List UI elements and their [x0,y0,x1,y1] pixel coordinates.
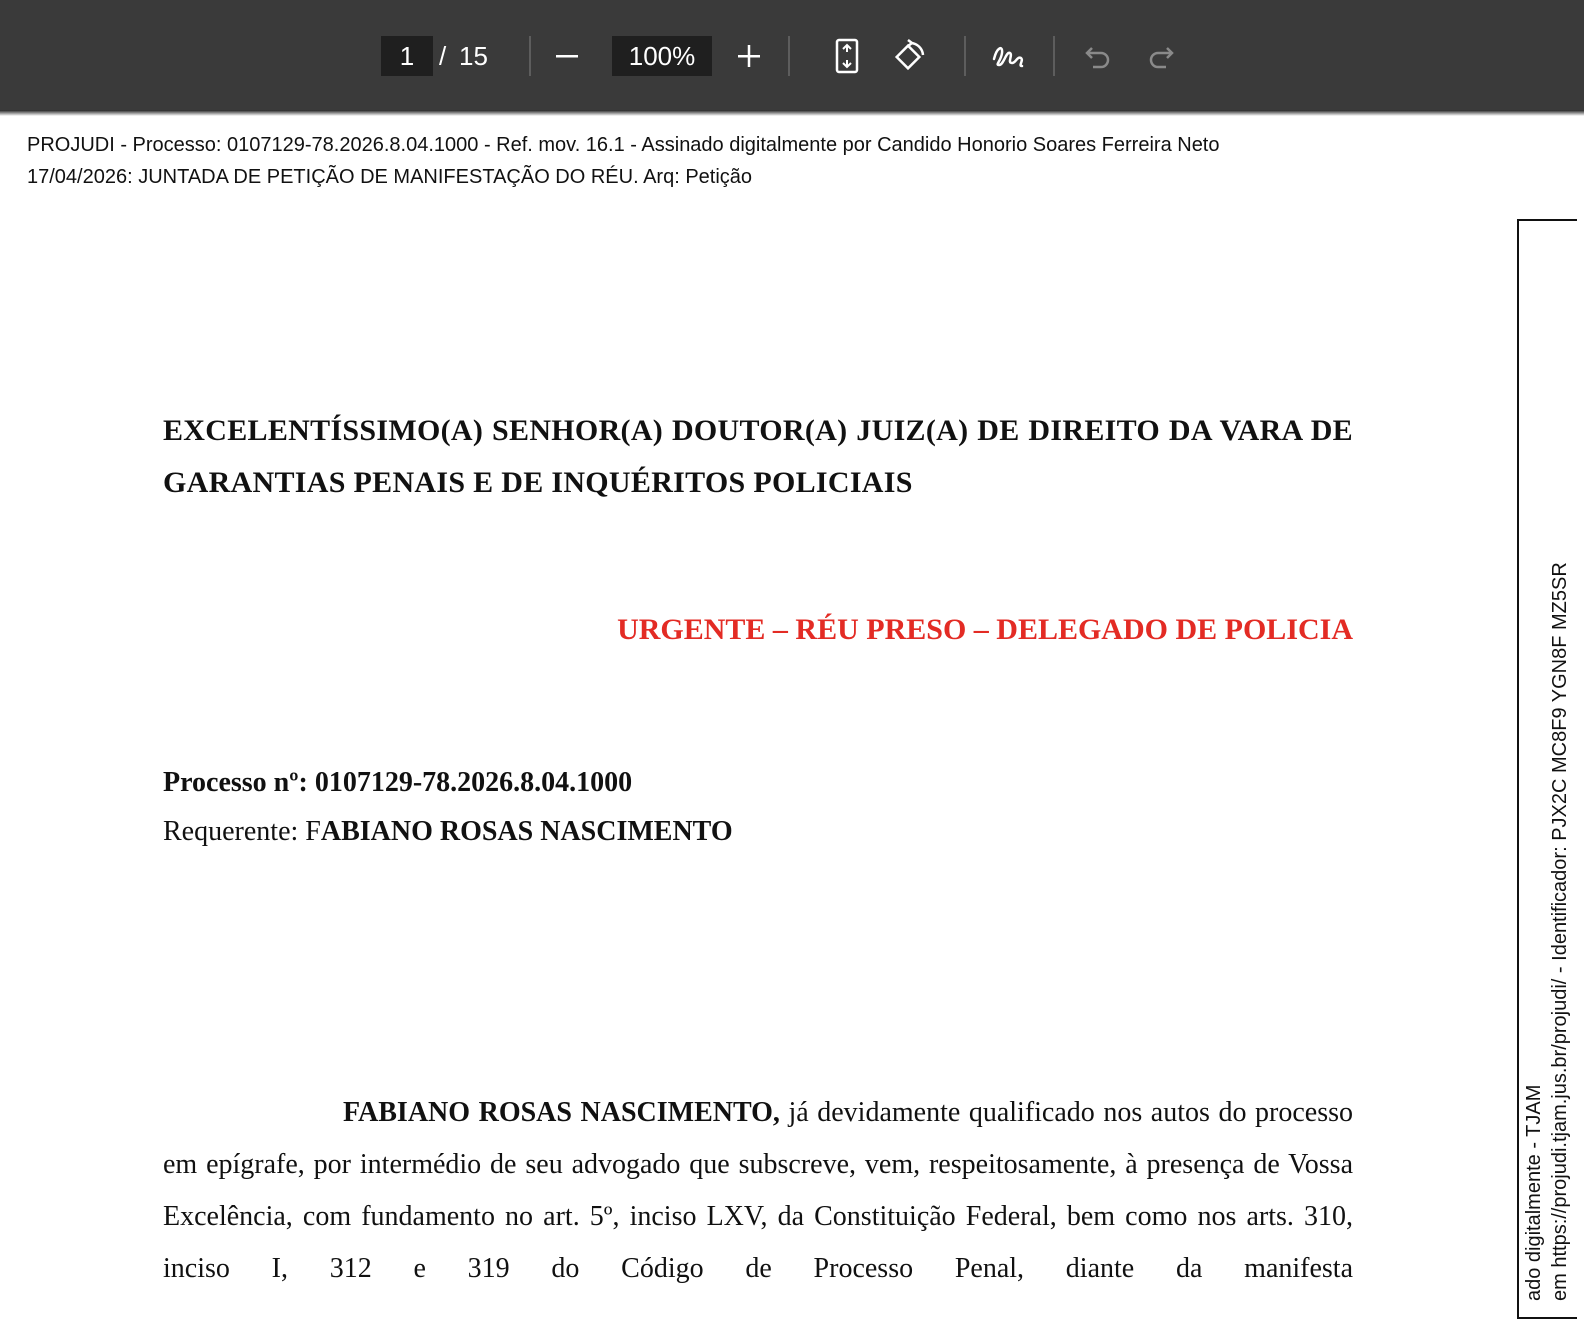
opening-paragraph [163,1087,1353,1295]
undo-icon [1084,43,1112,69]
addressee-heading: EXCELENTÍSSIMO(A) SENHOR(A) DOUTOR(A) JUIZ(A) DE DIREITO DA VARA DE GARANTIAS PENAIS E DE INQUÉRITOS POLICIAIS [163,414,1353,499]
rotate-icon [891,38,927,74]
page-separator: / [439,41,447,71]
toolbar-divider [964,36,966,76]
rotate-button[interactable] [887,34,931,78]
annotate-icon [991,41,1025,71]
page-total: 15 [459,41,488,71]
zoom-in-button[interactable] [727,34,771,78]
urgent-notice: URGENTE – RÉU PRESO – DELEGADO DE POLICIA [617,613,1353,646]
paragraph-party-name: FABIANO ROSAS NASCIMENTO, [343,1097,780,1128]
requerente-line [163,816,733,848]
projudi-header-stamp [27,129,1220,193]
signature-line-1: ado digitalmente - TJAM [1523,1084,1545,1301]
annotate-button[interactable] [986,34,1030,78]
redo-icon [1147,43,1175,69]
requerente-name: ABIANO ROSAS NASCIMENTO [320,816,733,847]
toolbar-divider [529,36,531,76]
process-number: Processo nº: 0107129-78.2026.8.04.1000 [163,767,633,798]
zoom-in-icon [736,43,762,69]
stamp-line-1: PROJUDI - Processo: 0107129-78.2026.8.04.1000 - Ref. mov. 16.1 - Assinado digitalmente por Candido Honorio Soares Ferreira Neto [27,134,1220,156]
fit-page-icon [833,38,861,74]
fit-page-button[interactable] [825,34,869,78]
zoom-out-button[interactable] [545,34,589,78]
undo-button[interactable] [1076,34,1120,78]
paragraph-text: já devidamente qualificado nos autos do processo em epígrafe, por intermédio de seu advogado que subscreve, vem, respeitosamente, à presença de Vossa Excelência, com fundamento no art. 5º, inciso LXV, da Constituição Federal, bem como nos arts. 310, inciso I, 312 e 319 do Código de Processo Penal, diante da manifesta [163,1097,1353,1284]
zoom-level-input[interactable]: 100% [612,36,712,76]
signature-band [1517,219,1577,1319]
stamp-line-2: 17/04/2026: JUNTADA DE PETIÇÃO DE MANIFESTAÇÃO DO RÉU. Arq: Petição [27,166,753,188]
signature-line-2: em https://projudi.tjam.jus.br/projudi/ - Identificador: PJX2C MC8F9 YGN8F MZ5SR [1549,562,1571,1301]
requerente-label: Requerente: F [163,816,321,847]
pdf-toolbar [0,0,1584,110]
redo-button[interactable] [1139,34,1183,78]
toolbar-divider [1053,36,1055,76]
zoom-out-icon [554,43,580,69]
toolbar-divider [788,36,790,76]
toolbar-shadow [0,110,1584,116]
page-number-input[interactable]: 1 [381,36,433,76]
